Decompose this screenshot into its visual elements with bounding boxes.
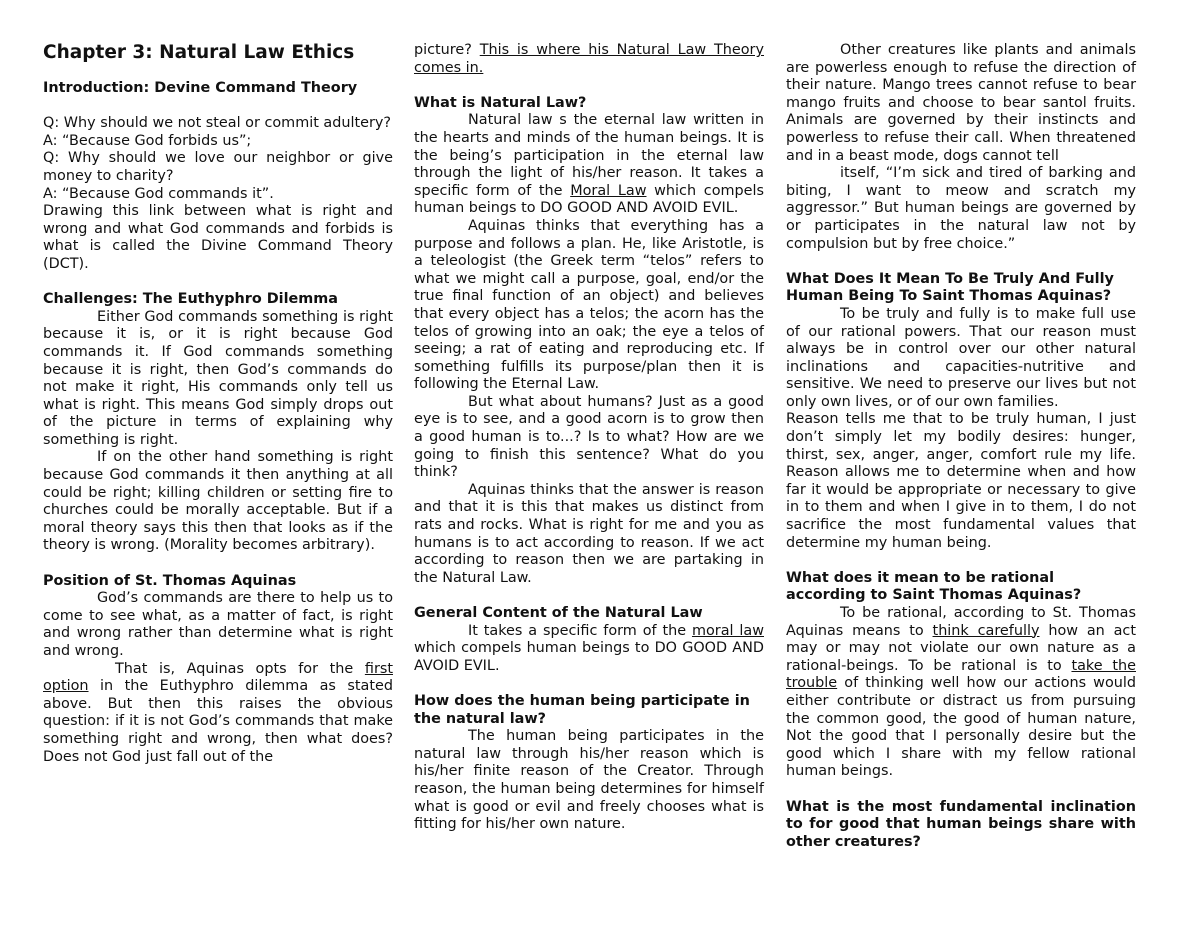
column-1 bbox=[43, 42, 393, 766]
rational-paragraph bbox=[786, 605, 1136, 781]
spacer bbox=[786, 253, 1136, 271]
spacer bbox=[786, 781, 1136, 799]
position-heading: Position of St. Thomas Aquinas bbox=[43, 572, 297, 589]
text-run: To be rational, according to St. Thomas Aquinas means to bbox=[786, 605, 1136, 639]
challenges-heading: Challenges: The Euthyphro Dilemma bbox=[43, 291, 339, 308]
what-paragraph-3: But what about humans? Just as a good eye is to see, and a good acorn is to grow then a good human is to...? Is to what? How are we going to finish this sentence? What do you think? bbox=[414, 393, 764, 481]
underlined-text: think carefully bbox=[932, 622, 1040, 639]
what-paragraph-2: Aquinas thinks that everything has a purpose and follows a plan. He, like Aristotle, is a teleologist (the Greek term “telos” refers to what we might call a purpose, goal, end/or the true final function of an object) and believes that every object has a telos; the acorn has the telos of growing into an oak; the eye a telos of seeing; a rat of eating and reproducing etc. If something fulfills its purpose/plan then it is following the Eternal Law. bbox=[414, 217, 764, 393]
truly-human-paragraph-1: To be truly and fully is to make full use of our rational powers. That our reason must always be in control over our other natural inclinations and capacities-nutritive and sensitive. We need to preserve our lives but not only own lives, or of our own families. bbox=[786, 305, 1136, 410]
position-paragraph-2 bbox=[43, 661, 393, 767]
text-run: Natural law s the eternal law written in the hearts and minds of the human beings. It is the being’s participation in the eternal law through the light of his/her reason. It takes a specific form of the bbox=[414, 112, 764, 199]
text-run: picture? bbox=[414, 42, 480, 58]
what-heading: What is Natural Law? bbox=[414, 94, 587, 111]
text-run: which compels human beings to DO GOOD AND AVOID EVIL. bbox=[414, 182, 764, 217]
truly-human-paragraph-2: Reason tells me that to be truly human, I just don’t simply let my bodily desires: hunger, thirst, sex, anger, anger, comfort rule my life. Reason allows me to determine when and how far it would be appropriate or necessary to give in to them and when I give in to them, I do not sacrifice the most fundamental values that determine my human being. bbox=[786, 411, 1136, 551]
rational-heading: What does it mean to be rational according to Saint Thomas Aquinas? bbox=[786, 569, 1082, 604]
qa-line: A: “Because God forbids us”; bbox=[43, 132, 252, 149]
underlined-text: This is where his Natural Law Theory comes in. bbox=[414, 42, 764, 76]
underlined-text: moral law bbox=[691, 622, 764, 639]
spacer bbox=[414, 675, 764, 693]
dct-definition: Drawing this link between what is right and wrong and what God commands and forbids is what is called the Divine Command Theory (DCT). bbox=[43, 203, 393, 272]
text-run: It takes a specific form of the bbox=[468, 622, 692, 639]
column-3 bbox=[786, 42, 1136, 851]
chapter-title: Chapter 3: Natural Law Ethics bbox=[43, 42, 355, 63]
qa-line: Q: Why should we not steal or commit adultery? bbox=[43, 115, 392, 132]
intro-heading: Introduction: Devine Command Theory bbox=[43, 80, 358, 96]
underlined-text: first option bbox=[43, 660, 393, 695]
spacer bbox=[414, 77, 764, 95]
column-2 bbox=[414, 42, 764, 834]
spacer bbox=[414, 587, 764, 605]
spacer bbox=[786, 552, 1136, 570]
general-paragraph bbox=[414, 623, 764, 676]
qa-line: A: “Because God commands it”. bbox=[43, 185, 274, 202]
position-paragraph-1: God’s commands are there to help us to come to see what, as a matter of fact, is right and wrong rather than determine what is right and wrong. bbox=[43, 590, 393, 659]
truly-human-heading: What Does It Mean To Be Truly And Fully Human Being To Saint Thomas Aquinas? bbox=[786, 270, 1114, 305]
qa-line: Q: Why should we love our neighbor or give money to charity? bbox=[43, 150, 393, 184]
text-run: how an act may or may not violate our own nature as a rational-beings. To be rational is to bbox=[786, 622, 1136, 674]
text-run: in the Euthyphro dilemma as stated above. But then this raises the obvious question: if it is not God’s commands that make something right and wrong, then what does? Does not God just fall out of the bbox=[43, 678, 393, 765]
spacer bbox=[43, 274, 393, 292]
text-run: of thinking well how our actions would either contribute or distract us from pursuing the common good, the good of human nature, Not the good that I personally desire but the good which I share with my fellow rational human beings. bbox=[786, 675, 1136, 780]
spacer bbox=[43, 555, 393, 573]
what-paragraph-1 bbox=[414, 112, 764, 218]
underlined-text: take the trouble bbox=[786, 657, 1136, 692]
text-run: which compels human beings to DO GOOD AND AVOID EVIL. bbox=[414, 640, 764, 674]
what-paragraph-4: Aquinas thinks that the answer is reason and that it is this that makes us distinct from rats and rocks. What is right for me and you as humans is to act according to reason. If we act according to reason then we are partaking in the Natural Law. bbox=[414, 481, 764, 586]
other-creatures-paragraph-1: Other creatures like plants and animals are powerless enough to refuse the direction of their nature. Mango trees cannot refuse to bear mango fruits and choose to bear santol fruits. Animals are governed by their instincts and powerless to refuse their call. When threatened and in a beast mode, dogs cannot tell bbox=[786, 42, 1136, 164]
other-creatures-paragraph-2: itself, “I’m sick and tired of barking and biting, I want to meow and scratch my aggressor.” But human beings are governed by or participates in the natural law not by compulsion but by free choice.” bbox=[786, 165, 1136, 252]
participate-paragraph: The human being participates in the natural law through his/her reason which is his/her finite reason of the Creator. Through reason, the human being determines for himself what is good or evil and freely chooses what is fitting for his/her own nature. bbox=[414, 728, 764, 833]
general-heading: General Content of the Natural Law bbox=[414, 605, 703, 621]
fundamental-heading: What is the most fundamental inclination to for good that human beings share with other creatures? bbox=[786, 798, 1136, 850]
challenges-paragraph-2: If on the other hand something is right because God commands it then anything at all could be right; killing children or setting fire to churches could be morally acceptable. But if a moral theory says this then that looks as if the theory is wrong. (Morality becomes arbitrary). bbox=[43, 449, 393, 554]
text-run: That is, Aquinas opts for the bbox=[115, 660, 365, 677]
challenges-paragraph-1: Either God commands something is right because it is, or it is right because God commands it. If God commands something because it is right, then God’s commands do not make it right, His commands only tell us what is right. This means God simply drops out of the picture in terms of explaining why something is right. bbox=[43, 308, 393, 448]
continuation-paragraph bbox=[414, 42, 764, 77]
underlined-text: Moral Law bbox=[570, 182, 647, 199]
participate-heading: How does the human being participate in the natural law? bbox=[414, 692, 750, 727]
spacer bbox=[43, 98, 393, 116]
